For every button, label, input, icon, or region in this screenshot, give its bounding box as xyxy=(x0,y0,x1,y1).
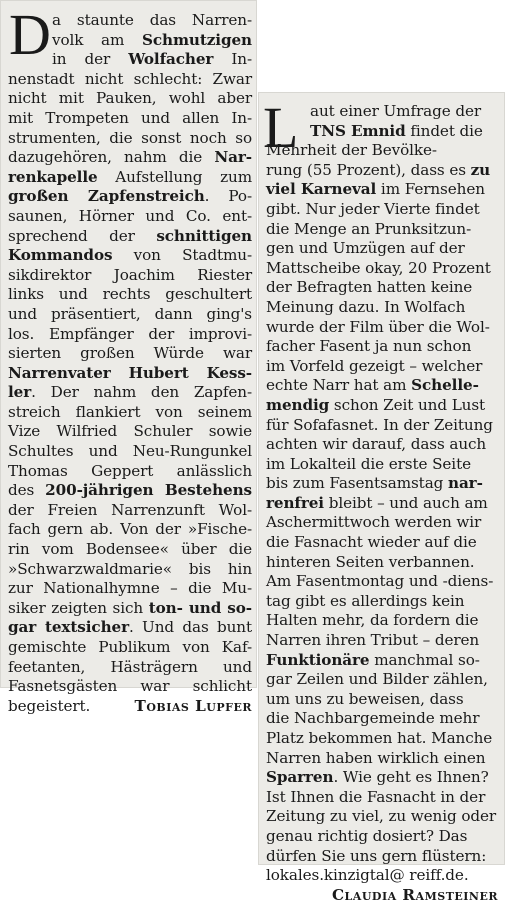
text-segment: zur Nationalhymne – die Mu- xyxy=(8,579,252,598)
text-segment: . Und das bunt xyxy=(128,618,252,637)
text-line xyxy=(8,658,252,678)
text-segment: der Befragten hatten keine xyxy=(266,278,473,297)
text-line xyxy=(8,227,252,247)
text-line xyxy=(266,416,502,436)
text-line xyxy=(8,599,252,619)
text-line xyxy=(266,690,502,710)
text-segment: Mattscheibe okay, 20 Prozent xyxy=(266,258,491,277)
text-segment: . Der nahm den Zapfen- xyxy=(31,383,252,402)
bold-keyword: viel Karneval xyxy=(266,180,377,199)
text-segment: findet die xyxy=(405,121,483,140)
text-segment: die Nachbargemeinde mehr xyxy=(266,709,480,728)
text-segment: gemischte Publikum von Kaf- xyxy=(8,638,252,656)
text-segment: rung (55 Prozent), dass es xyxy=(266,160,471,179)
text-line xyxy=(266,455,502,475)
text-segment: Am Fasentmontag und -diens- xyxy=(266,572,494,591)
left-dropcap: D xyxy=(9,2,51,67)
bold-keyword: 200-jährigen Bestehens xyxy=(45,481,252,500)
bold-keyword: Kommandos xyxy=(8,246,113,265)
text-line xyxy=(266,396,502,416)
bold-keyword: Nar- xyxy=(214,148,252,167)
text-line xyxy=(8,677,252,697)
text-line xyxy=(8,540,252,560)
text-segment: links und rechts geschultert xyxy=(8,285,252,304)
text-segment: Schultes und Neu-Rungunkel xyxy=(8,442,252,461)
text-line xyxy=(266,866,502,886)
text-segment: Narren ihren Tribut – deren xyxy=(266,631,480,650)
text-line xyxy=(8,129,252,149)
byline: Claudia Ramsteiner xyxy=(331,885,498,904)
text-segment: Aufstellung zum xyxy=(97,167,252,186)
text-segment: der Freien Narrenzunft Wol- xyxy=(8,500,252,519)
text-line xyxy=(266,122,502,142)
text-segment: Thomas Geppert anlässlich xyxy=(8,461,252,480)
text-segment: Zeitung zu viel, zu wenig oder xyxy=(266,807,497,826)
text-segment: streich flankiert von seinem xyxy=(8,402,252,421)
bold-keyword: renkapelle xyxy=(8,167,98,186)
text-segment: des xyxy=(8,481,46,500)
text-segment: gibt. Nur jeder Vierte findet xyxy=(266,199,480,218)
bold-keyword: renfrei xyxy=(266,493,324,512)
bold-keyword: großen Zapfenstreich xyxy=(8,187,205,206)
text-segment: in der xyxy=(52,50,129,69)
text-line xyxy=(266,180,502,200)
text-segment: los. Empfänger der improvi- xyxy=(8,324,252,343)
text-segment: nicht mit Pauken, wohl aber xyxy=(8,89,252,108)
text-line xyxy=(266,847,502,867)
bold-keyword: gar textsicher xyxy=(8,618,129,637)
text-line xyxy=(266,513,502,533)
text-segment: nenstadt nicht schlecht: Zwar xyxy=(8,69,252,88)
text-segment: um uns zu beweisen, dass xyxy=(266,689,464,708)
text-segment: dürfen Sie uns gern flüstern: xyxy=(266,846,487,865)
text-line xyxy=(266,200,502,220)
bold-keyword: ton- und so- xyxy=(148,598,252,617)
byline: Tobias Lupfer xyxy=(134,696,252,715)
text-line xyxy=(8,344,252,364)
text-line xyxy=(8,618,252,638)
text-segment: tag gibt es allerdings kein xyxy=(266,591,465,610)
text-segment: im Vorfeld gezeigt – welcher xyxy=(266,356,483,375)
text-line xyxy=(8,364,252,384)
text-line xyxy=(8,109,252,129)
text-segment: volk am xyxy=(52,30,142,49)
text-segment: . Po- xyxy=(204,187,252,206)
text-line xyxy=(8,11,252,31)
text-line xyxy=(8,422,252,442)
text-segment: Meinung dazu. In Wolfach xyxy=(266,297,466,316)
text-line xyxy=(8,207,252,227)
text-line xyxy=(266,337,502,357)
text-line xyxy=(266,611,502,631)
text-segment: Halten mehr, da fordern die xyxy=(266,611,479,630)
text-segment: bis zum Fasentsamstag xyxy=(266,474,448,493)
text-line xyxy=(8,579,252,599)
text-segment: »Schwarzwaldmarie« bis hin xyxy=(8,559,252,578)
text-line xyxy=(266,357,502,377)
text-segment: dazugehören, nahm die xyxy=(8,148,215,167)
text-line xyxy=(266,572,502,592)
text-line xyxy=(266,435,502,455)
text-line xyxy=(8,560,252,580)
text-line xyxy=(8,442,252,462)
text-line xyxy=(266,670,502,690)
bold-keyword: Wolfacher xyxy=(128,50,214,69)
text-segment: sprechend der xyxy=(8,226,157,245)
text-line xyxy=(266,318,502,338)
text-segment: von Stadtmu- xyxy=(112,246,252,265)
text-line xyxy=(266,592,502,612)
text-line xyxy=(266,239,502,259)
text-segment: begeistert. xyxy=(8,696,91,715)
text-line xyxy=(266,298,502,318)
text-segment: die Fasnacht wieder auf die xyxy=(266,533,477,552)
text-line xyxy=(266,376,502,396)
text-line xyxy=(266,102,502,122)
text-segment: schon Zeit und Lust xyxy=(329,395,486,414)
text-segment: saunen, Hörner und Co. ent- xyxy=(8,206,252,225)
text-line xyxy=(266,474,502,494)
text-segment: echte Narr hat am xyxy=(266,376,412,395)
text-segment: aut einer Umfrage der xyxy=(310,102,482,120)
text-line xyxy=(8,168,252,188)
text-segment: im Fernsehen xyxy=(376,180,485,199)
text-line xyxy=(266,161,502,181)
text-segment: lokales.kinzigtal@ reiff.de. xyxy=(266,866,469,885)
text-line xyxy=(266,768,502,788)
text-line xyxy=(8,520,252,540)
text-line xyxy=(266,141,502,161)
text-line xyxy=(8,285,252,305)
text-line xyxy=(266,788,502,808)
text-line xyxy=(266,631,502,651)
text-line xyxy=(8,148,252,168)
text-line xyxy=(266,533,502,553)
text-line xyxy=(8,403,252,423)
text-segment: facher Fasent ja nun schon xyxy=(266,337,472,356)
text-line xyxy=(8,246,252,266)
text-segment: wurde der Film über die Wol- xyxy=(266,317,490,336)
text-line xyxy=(8,50,252,70)
text-segment: . Wie geht es Ihnen? xyxy=(333,768,489,787)
text-segment: Fasnetsgästen war schlicht xyxy=(8,677,252,696)
text-line xyxy=(8,266,252,286)
text-segment: die Menge an Prunksitzun- xyxy=(266,219,472,238)
right-dropcap: L xyxy=(263,95,299,160)
text-line xyxy=(8,481,252,501)
text-segment: Aschermittwoch werden wir xyxy=(266,513,482,532)
text-segment: gar Zeilen und Bilder zählen, xyxy=(266,670,488,689)
text-line xyxy=(266,709,502,729)
text-segment: Mehrheit der Bevölke- xyxy=(266,141,437,160)
text-line xyxy=(266,220,502,240)
text-segment: mit Trompeten und allen In- xyxy=(8,108,252,127)
text-segment: strumenten, die sonst noch so xyxy=(8,128,252,147)
text-segment: bleibt – und auch am xyxy=(323,493,488,512)
text-segment: im Lokalteil die erste Seite xyxy=(266,454,471,473)
text-segment: Narren haben wirklich einen xyxy=(266,748,486,767)
text-segment: gen und Umzügen auf der xyxy=(266,239,465,258)
text-line xyxy=(8,325,252,345)
text-line xyxy=(266,651,502,671)
text-line xyxy=(8,501,252,521)
text-line xyxy=(8,638,252,658)
text-segment: Ist Ihnen die Fasnacht in der xyxy=(266,787,486,806)
bold-keyword: schnittigen xyxy=(156,226,252,245)
text-line xyxy=(8,383,252,403)
text-segment: Platz bekommen hat. Manche xyxy=(266,729,493,747)
text-segment: In- xyxy=(213,50,252,69)
text-segment: feetanten, Hästrägern und xyxy=(8,657,252,676)
text-line xyxy=(266,278,502,298)
text-segment: siker zeigten sich xyxy=(8,598,149,617)
text-segment: manchmal so- xyxy=(369,650,480,669)
text-line xyxy=(266,729,502,749)
left-article-body xyxy=(8,11,252,716)
bold-keyword: ler xyxy=(8,383,32,402)
text-line xyxy=(8,89,252,109)
bold-keyword: nar- xyxy=(448,474,483,493)
text-segment: sikdirektor Joachim Riester xyxy=(8,265,252,284)
text-line xyxy=(266,807,502,827)
text-line xyxy=(8,697,252,717)
text-segment: genau richtig dosiert? Das xyxy=(266,826,468,845)
text-segment: rin vom Bodensee« über die xyxy=(8,540,252,559)
text-line xyxy=(8,187,252,207)
bold-keyword: mendig xyxy=(266,395,330,414)
text-segment: für Sofafasnet. In der Zeitung xyxy=(266,415,493,434)
text-segment: sierten großen Würde war xyxy=(8,344,252,363)
text-line xyxy=(8,70,252,90)
text-line xyxy=(266,494,502,514)
text-segment: a staunte das Narren- xyxy=(52,11,252,29)
bold-keyword: Sparren xyxy=(266,768,334,787)
bold-keyword: Schmutzigen xyxy=(141,30,252,49)
text-line xyxy=(266,827,502,847)
text-segment: und präsentiert, dann ging's xyxy=(8,304,252,323)
bold-keyword: Schelle- xyxy=(411,376,479,395)
text-line xyxy=(8,305,252,325)
right-article-body xyxy=(266,102,502,905)
text-segment: achten wir darauf, dass auch xyxy=(266,435,487,454)
text-segment: hinteren Seiten verbannen. xyxy=(266,552,475,571)
text-line xyxy=(266,749,502,769)
bold-keyword: zu xyxy=(470,160,491,179)
bold-keyword: Narrenvater Hubert Kess- xyxy=(8,363,252,382)
text-segment: fach gern ab. Von der »Fische- xyxy=(8,520,252,539)
text-line xyxy=(266,259,502,279)
text-line xyxy=(8,31,252,51)
text-segment: Vize Wilfried Schuler sowie xyxy=(8,422,252,441)
text-line xyxy=(266,553,502,573)
text-line xyxy=(8,462,252,482)
bold-keyword: Funktionäre xyxy=(266,650,370,669)
bold-keyword: TNS Emnid xyxy=(310,121,406,140)
